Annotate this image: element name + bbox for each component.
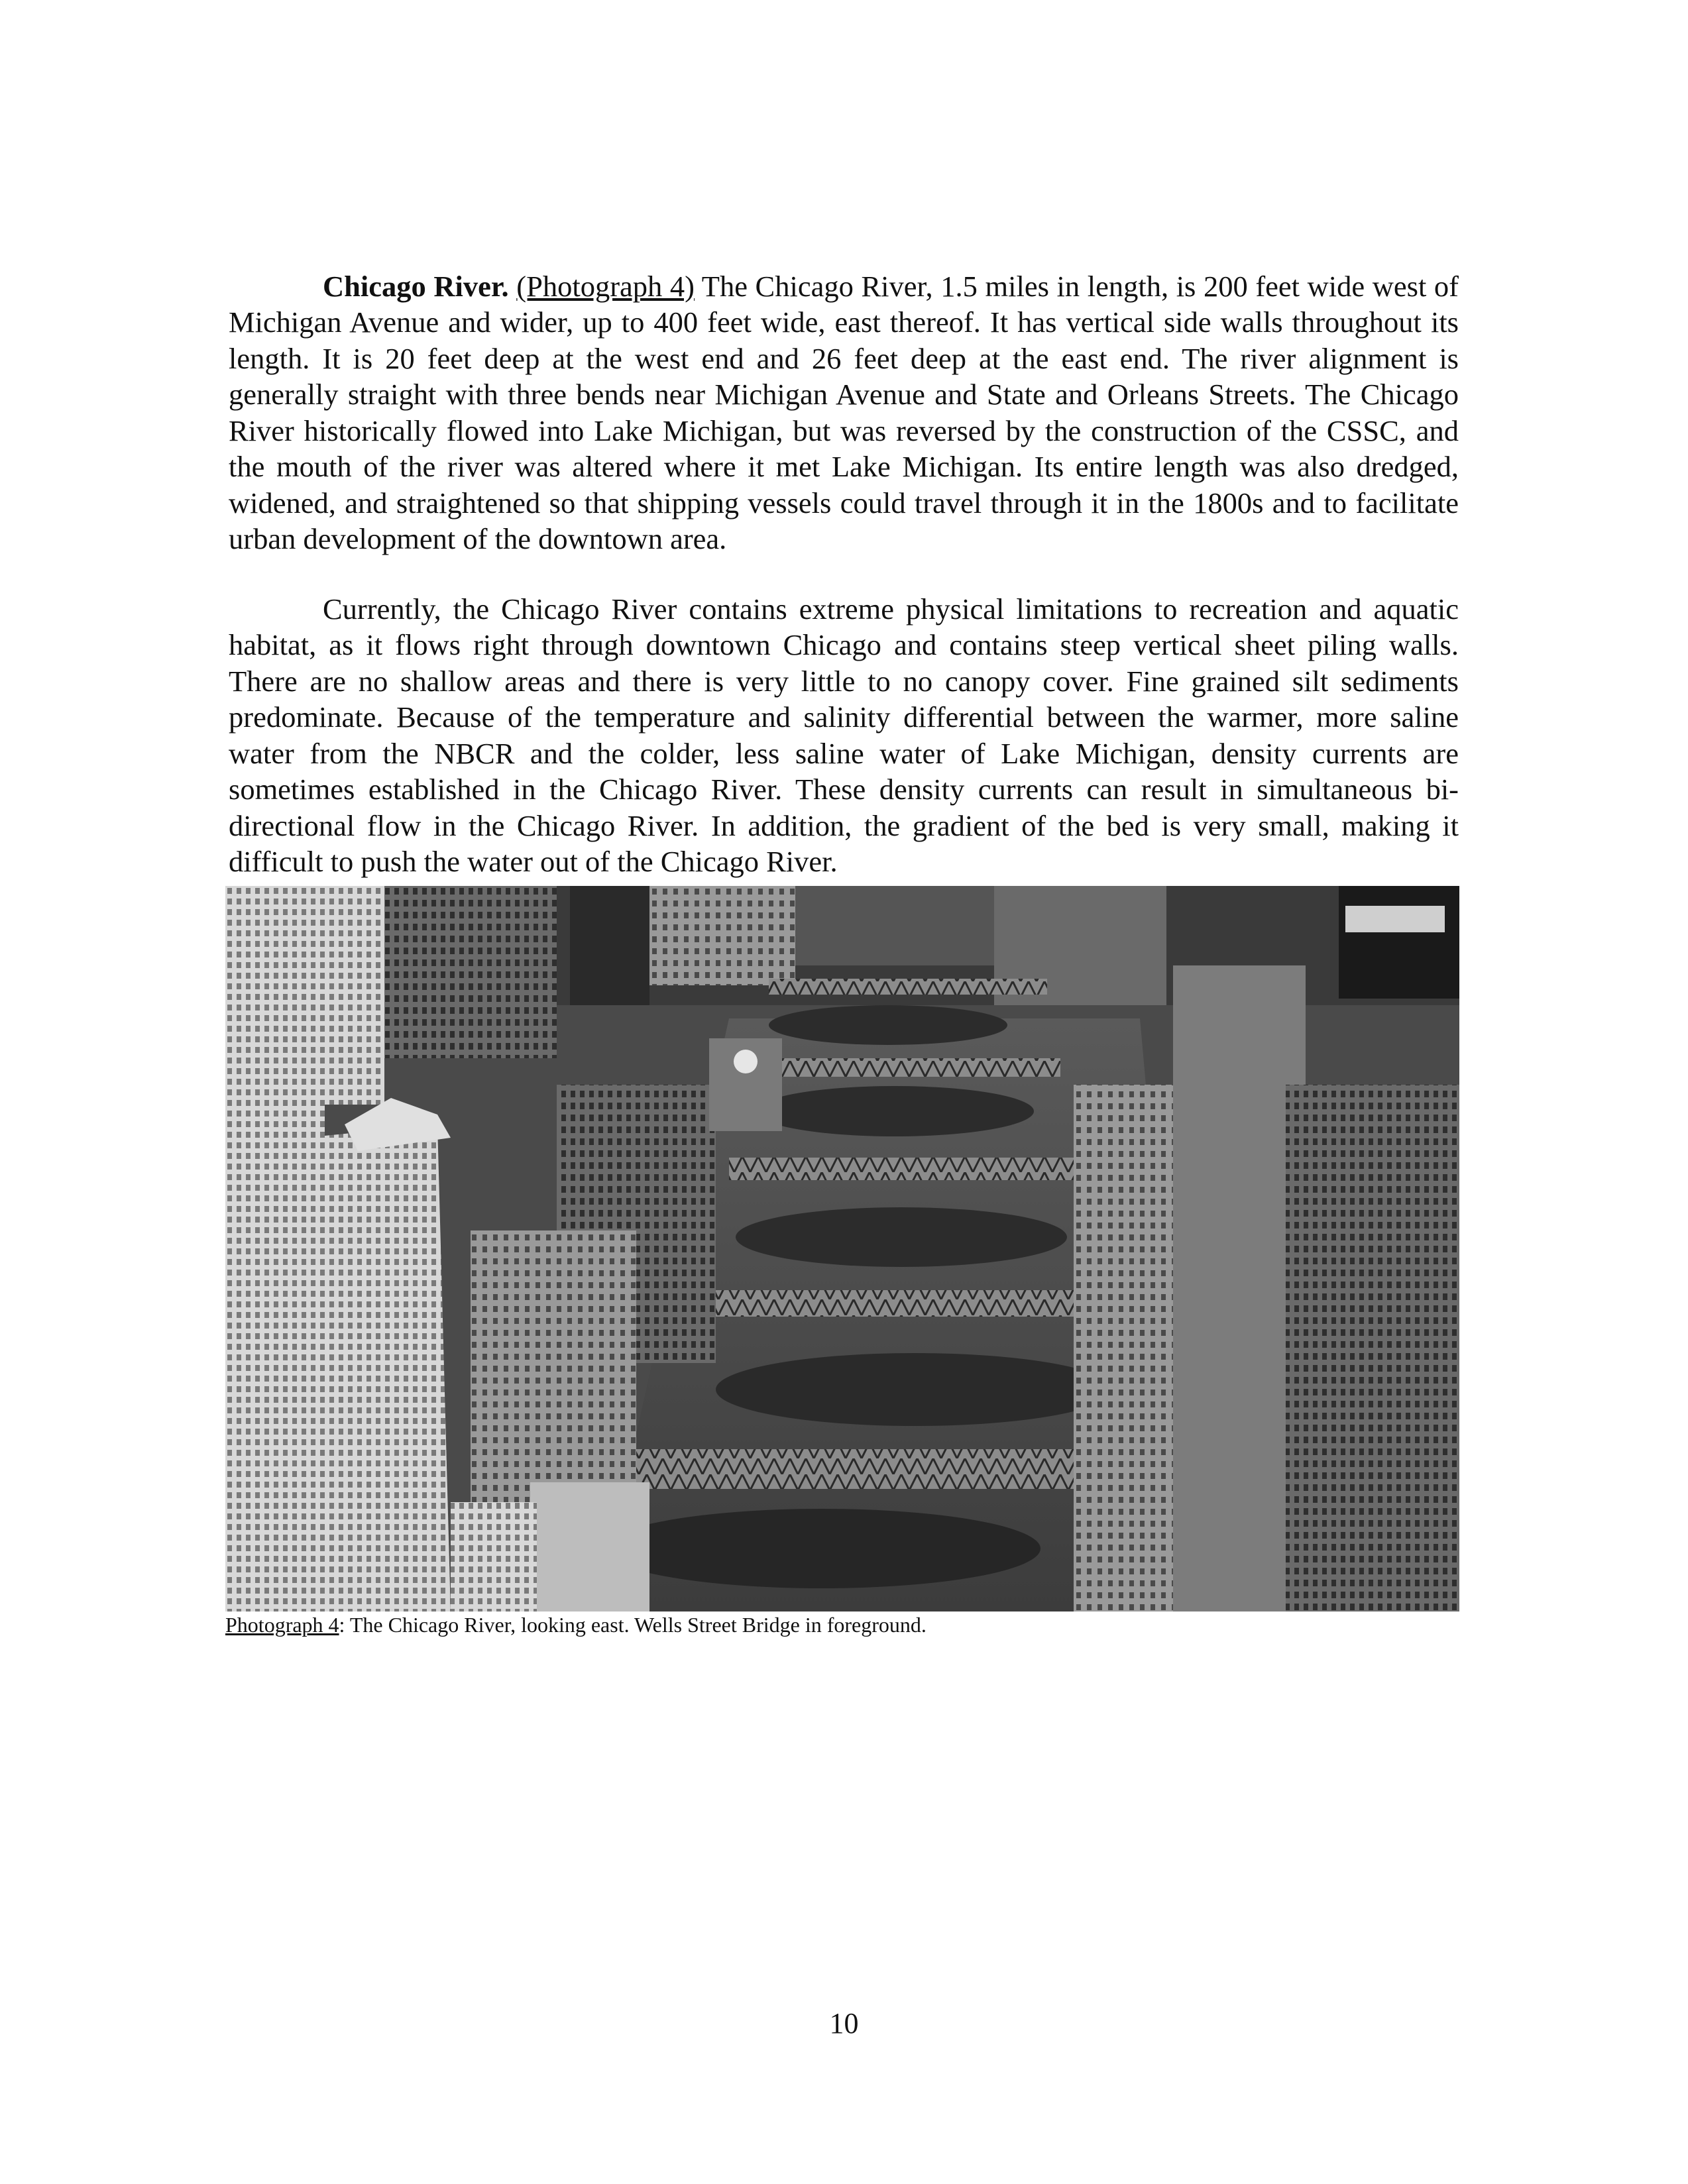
- photo-caption: [225, 1611, 1459, 1638]
- paragraph-body-text: Currently, the Chicago River contains extreme physical limitations to recreation and aquatic habitat, as it flows right through downtown Chicago and contains steep vertical sheet piling walls. There are no shallow areas and there is very little to no canopy cover. Fine grained silt sediments predominate. Because of the temperature and salinity differential between the warmer, more saline water from the NBCR and the colder, less saline water of Lake Michigan, density currents are sometimes established in the Chicago River. These density currents can result in simultaneous bi-directional flow in the Chicago River. In addition, the gradient of the bed is very small, making it difficult to push the water out of the Chicago River.: [229, 592, 1459, 878]
- chicago-river-photograph: [225, 886, 1459, 1611]
- paragraph-current-conditions: [229, 591, 1459, 880]
- photograph-reference-link[interactable]: (Photograph 4): [516, 269, 695, 303]
- paragraph-chicago-river: [229, 268, 1459, 557]
- section-heading: Chicago River.: [323, 269, 509, 303]
- page-number: 10: [829, 2007, 859, 2040]
- caption-photograph-label: Photograph 4: [225, 1613, 339, 1637]
- paragraph-body-text: The Chicago River, 1.5 miles in length, is 200 feet wide west of Michigan Avenue and wider, up to 400 feet wide, east thereof. It has vertical side walls throughout its length. It is 20 feet deep at the west end and 26 feet deep at the east end. The river alignment is generally straight with three bends near Michigan Avenue and State and Orleans Streets. The Chicago River historically flowed into Lake Michigan, but was reversed by the construction of the CSSC, and the mouth of the river was altered where it met Lake Michigan. Its entire length was also dredged, widened, and straightened so that shipping vessels could travel through it in the 1800s and to facilitate urban development of the downtown area.: [229, 269, 1459, 555]
- caption-text: : The Chicago River, looking east. Wells Street Bridge in foreground.: [339, 1613, 927, 1637]
